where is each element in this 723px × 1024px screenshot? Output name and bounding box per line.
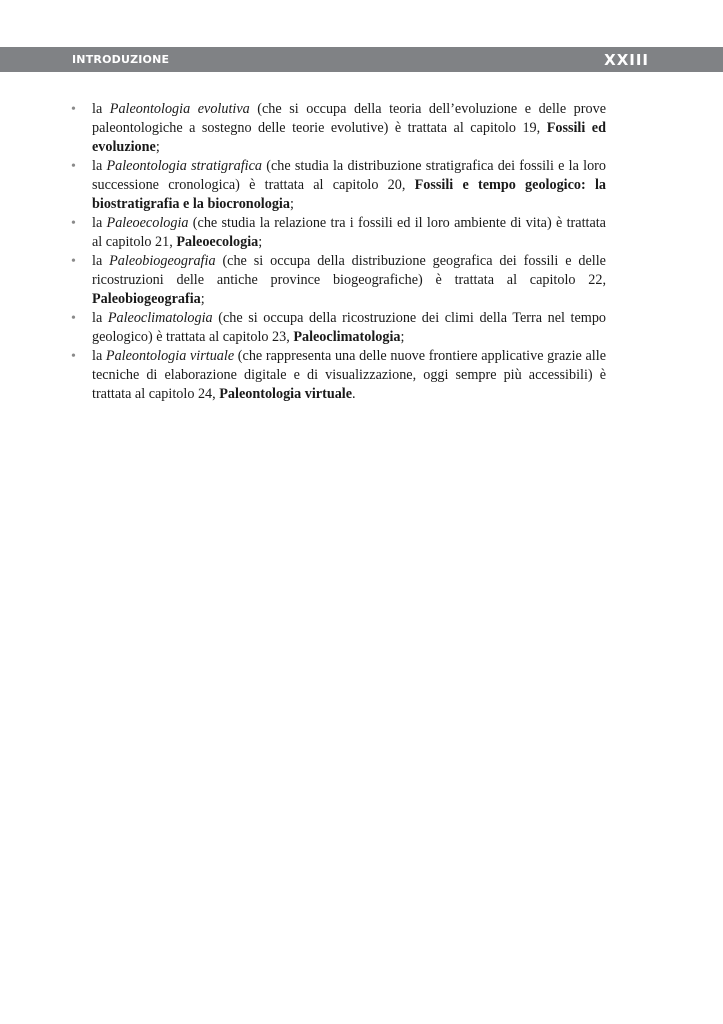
item-description: (che si occupa della ricostruzione dei climi della Terra nel tempo geologico) è trattata al capitolo 23, xyxy=(92,310,607,345)
discipline-name: Paleontologia stratigrafica xyxy=(106,158,263,174)
bullet-icon: • xyxy=(71,159,76,174)
item-suffix: ; xyxy=(258,234,263,250)
item-suffix: ; xyxy=(289,196,294,212)
discipline-name: Paleobiogeografia xyxy=(109,253,216,269)
list-item xyxy=(70,309,606,347)
chapter-title: Paleoecologia xyxy=(176,234,259,250)
discipline-name: Paleoclimatologia xyxy=(107,310,213,326)
item-description: (che rappresenta una delle nuove frontiere applicative grazie alle tecniche di elaborazione digitale e di visualizzazione, oggi sempre più accessibili) è trattata al capitolo 24, xyxy=(92,348,606,402)
item-prefix: la xyxy=(92,348,106,364)
chapter-list xyxy=(70,100,606,404)
item-prefix: la xyxy=(92,310,108,326)
chapter-title: Paleobiogeografia xyxy=(92,291,201,307)
bullet-icon: • xyxy=(71,254,76,269)
item-suffix: . xyxy=(352,386,356,402)
item-description: (che si occupa della teoria dell’evoluzione e delle prove paleontologiche a sostegno delle teorie evolutive) è trattata al capitolo 19, xyxy=(92,101,606,136)
list-item xyxy=(70,214,606,252)
section-label: INTRODUZIONE xyxy=(72,53,170,66)
running-header xyxy=(0,47,723,72)
item-prefix: la xyxy=(92,253,110,269)
item-suffix: ; xyxy=(400,329,405,345)
item-suffix: ; xyxy=(155,139,160,155)
list-item xyxy=(70,252,606,309)
list-item xyxy=(70,347,606,404)
chapter-title: Fossili e tempo geologico: la biostratigrafia e la biocronologia xyxy=(92,177,606,212)
bullet-icon: • xyxy=(71,311,76,326)
list-item xyxy=(70,157,606,214)
item-prefix: la xyxy=(92,158,107,174)
item-prefix: la xyxy=(92,215,107,231)
bullet-icon: • xyxy=(71,216,76,231)
item-suffix: ; xyxy=(200,291,205,307)
page-number: XXIII xyxy=(604,50,649,69)
item-description: (che studia la relazione tra i fossili ed il loro ambiente di vita) è trattata al capitolo 21, xyxy=(92,215,606,250)
item-prefix: la xyxy=(92,101,110,117)
chapter-title: Fossili ed evoluzione xyxy=(92,120,606,155)
bullet-icon: • xyxy=(71,349,76,364)
item-description: (che studia la distribuzione stratigrafica dei fossili e la loro successione cronologica) è trattata al capitolo 20, xyxy=(92,158,606,193)
discipline-name: Paleontologia virtuale xyxy=(105,348,235,364)
chapter-title: Paleoclimatologia xyxy=(293,329,401,345)
discipline-name: Paleoecologia xyxy=(106,215,189,231)
bullet-icon: • xyxy=(71,102,76,117)
page-body xyxy=(70,100,606,404)
discipline-name: Paleontologia evolutiva xyxy=(109,101,250,117)
chapter-title: Paleontologia virtuale xyxy=(219,386,353,402)
item-description: (che si occupa della distribuzione geografica dei fossili e delle ricostruzioni delle antiche province biogeografiche) è trattata al capitolo 22, xyxy=(92,253,606,288)
list-item xyxy=(70,100,606,157)
